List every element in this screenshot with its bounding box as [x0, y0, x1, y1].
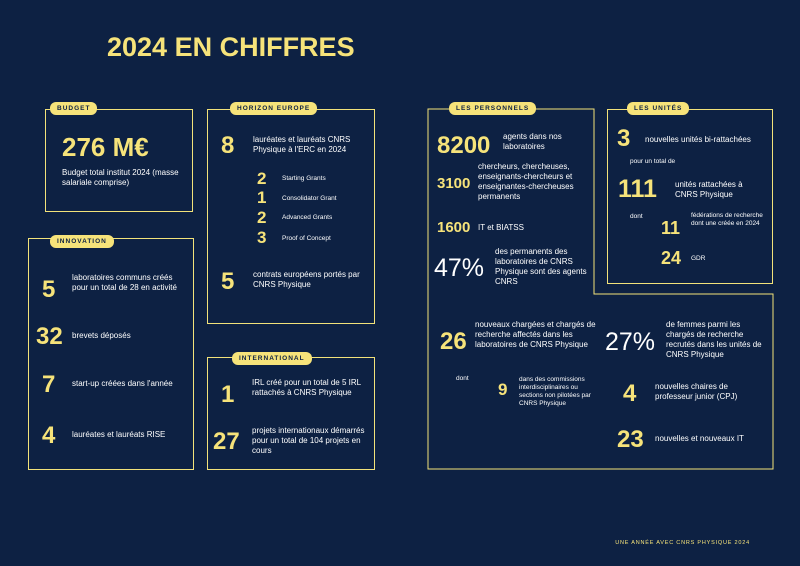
grant-text-starting: Starting Grants: [282, 175, 326, 182]
innovation-value-startups: 7: [42, 371, 56, 398]
personnels-chaires-text: nouvelles chaires de professeur junior (CPJ): [655, 382, 738, 401]
page-title: 2024 EN CHIFFRES: [107, 32, 355, 62]
grant-text-advanced: Advanced Grants: [282, 214, 333, 221]
innovation-text-labs: laboratoires communs créés pour un total de 28 en activité: [72, 273, 177, 292]
international-irl-value: 1: [221, 381, 235, 408]
personnels-itnew-text: nouvelles et nouveaux IT: [655, 434, 744, 443]
page-footer: UNE ANNÉE AVEC CNRS PHYSIQUE 2024: [615, 540, 750, 546]
personnels-agents-text: agents dans nos laboratoires: [503, 132, 562, 151]
innovation-text-patents: brevets déposés: [72, 331, 131, 340]
horizon-erc-value: 8: [221, 132, 235, 159]
personnels-it-value: 1600: [437, 219, 471, 236]
unites-federations-text: fédérations de recherche dont une créée en 2024: [691, 212, 763, 227]
horizon-erc-text: lauréates et lauréats CNRS Physique à l'ERC en 2024: [253, 135, 351, 154]
personnels-chercheurs-text: chercheurs, chercheuses, enseignants-chercheurs et enseignantes-chercheuses permanents: [478, 162, 574, 201]
innovation-value-rise: 4: [42, 422, 56, 449]
personnels-tag: LES PERSONNELS: [449, 102, 536, 115]
unites-total-value: 111: [618, 175, 657, 203]
international-projects-value: 27: [213, 428, 240, 455]
personnels-it-text: IT et BIATSS: [478, 223, 524, 232]
grant-value-advanced: 2: [257, 208, 267, 227]
personnels-pct47-value: 47%: [434, 254, 485, 282]
unites-bi-value: 3: [617, 125, 631, 152]
personnels-chaires-value: 4: [623, 380, 637, 407]
personnels-dont-label: dont: [456, 375, 469, 382]
personnels-chercheurs-value: 3100: [437, 175, 471, 192]
personnels-nouveaux-text: nouveaux chargées et chargés de recherche affectés dans les laboratoires de CNRS Physique: [475, 320, 596, 349]
grant-text-consolidator: Consolidator Grant: [282, 195, 337, 202]
unites-gdr-text: GDR: [691, 255, 706, 262]
unites-gdr-value: 24: [661, 248, 682, 268]
grant-text-poc: Proof of Concept: [282, 235, 331, 242]
unites-dont-label: dont: [630, 213, 643, 220]
innovation-text-rise: lauréates et lauréats RISE: [72, 430, 166, 439]
innovation-text-startups: start-up créées dans l'année: [72, 379, 173, 388]
personnels-commissions-text: dans des commissions interdisciplinaires ou sections non pilotées par CNRS Physique: [519, 376, 591, 407]
innovation-value-labs: 5: [42, 276, 56, 303]
grant-value-starting: 2: [257, 169, 267, 188]
budget-value: 276 M€: [62, 132, 149, 162]
grant-value-poc: 3: [257, 228, 267, 247]
grant-value-consolidator: 1: [257, 188, 267, 207]
horizon-contracts-value: 5: [221, 268, 235, 295]
international-irl-text: IRL créé pour un total de 5 IRL rattachés à CNRS Physique: [252, 378, 361, 397]
personnels-itnew-value: 23: [617, 426, 644, 453]
personnels-commissions-value: 9: [498, 380, 508, 399]
innovation-value-patents: 32: [36, 323, 63, 350]
unites-bi-text: nouvelles unités bi-rattachées: [645, 135, 751, 144]
horizon-tag: HORIZON EUROPE: [230, 102, 317, 115]
horizon-contracts-text: contrats européens portés par CNRS Physique: [253, 270, 360, 289]
personnels-pct47-text: des permanents des laboratoires de CNRS Physique sont des agents CNRS: [495, 247, 587, 286]
unites-pour-label: pour un total de: [630, 158, 676, 165]
budget-tag: BUDGET: [50, 102, 97, 115]
personnels-agents-value: 8200: [437, 132, 491, 159]
budget-label: Budget total institut 2024 (masse salariale comprise): [62, 168, 179, 187]
unites-federations-value: 11: [661, 218, 681, 238]
international-projects-text: projets internationaux démarrés pour un total de 104 projets en cours: [252, 426, 365, 455]
personnels-nouveaux-value: 26: [440, 328, 467, 355]
personnels-pct27-value: 27%: [605, 328, 656, 356]
unites-tag: LES UNITÉS: [627, 102, 689, 115]
innovation-tag: INNOVATION: [50, 235, 114, 248]
personnels-pct27-text: de femmes parmi les chargés de recherche recrutés dans les unités de CNRS Physique: [666, 320, 762, 359]
unites-total-text: unités rattachées à CNRS Physique: [675, 180, 743, 199]
international-tag: INTERNATIONAL: [232, 352, 312, 365]
